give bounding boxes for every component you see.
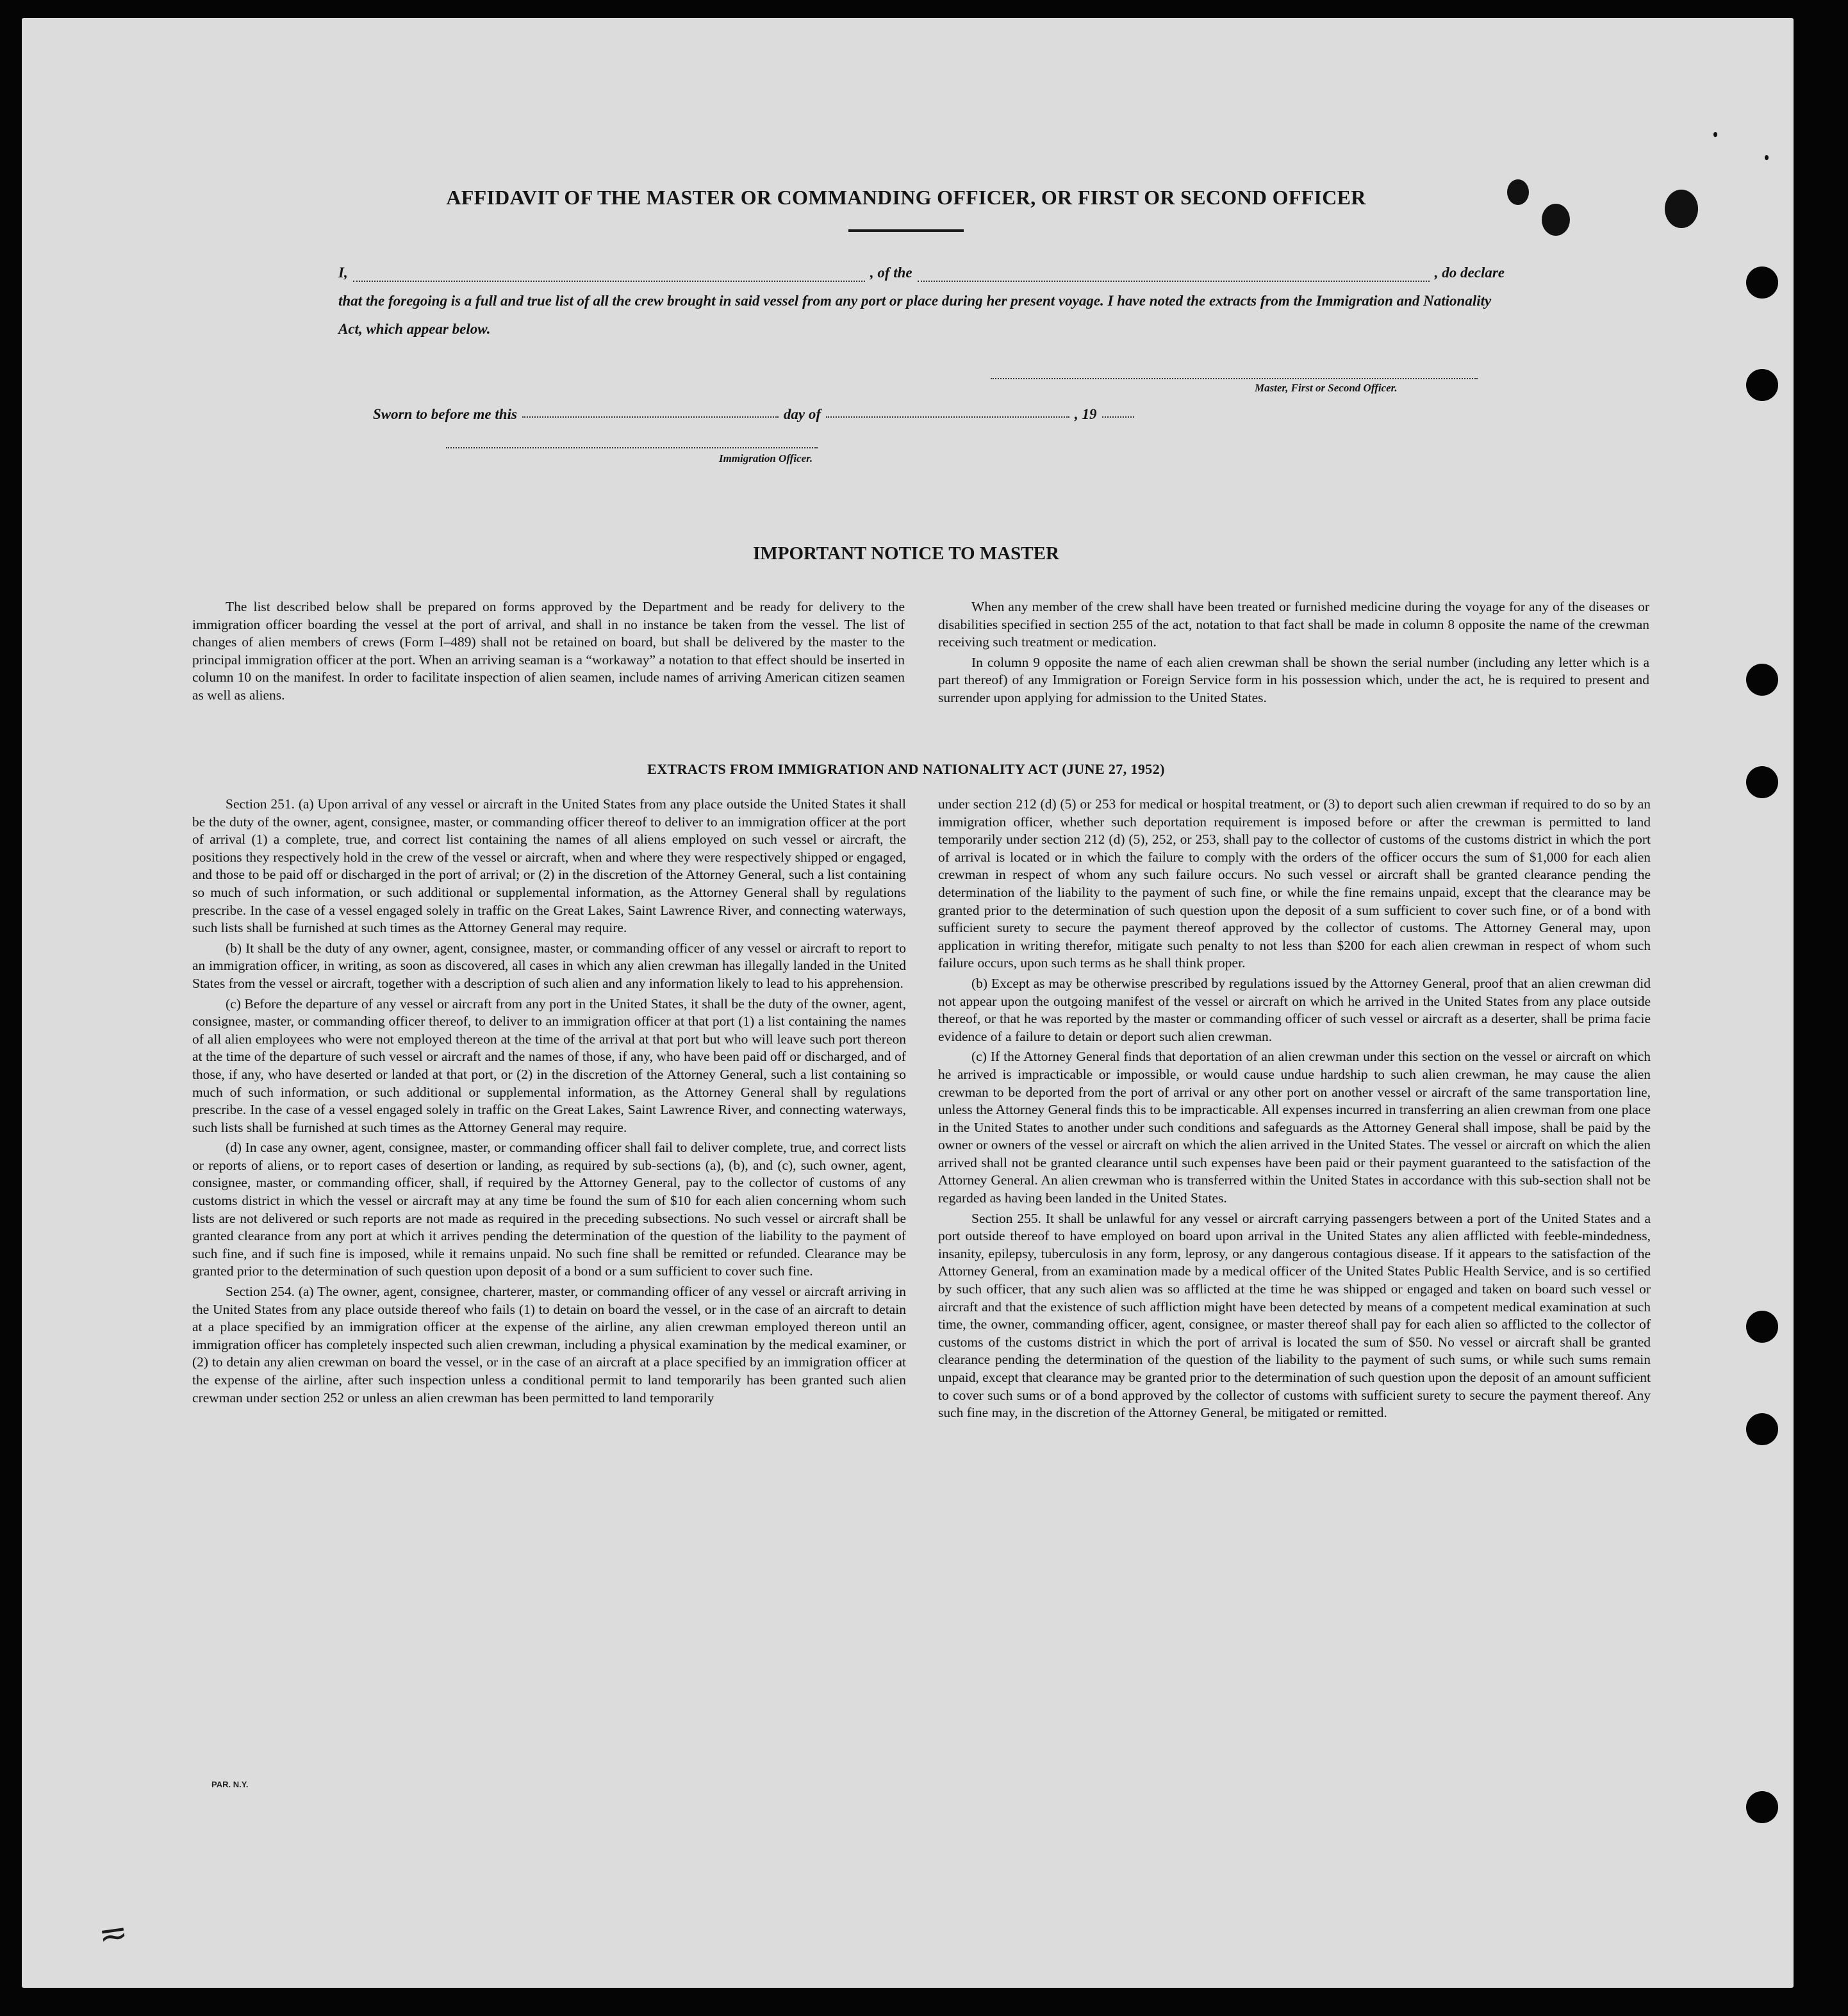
- ink-blot: [1665, 190, 1698, 228]
- statute-paragraph: (b) It shall be the duty of any owner, agent, consignee, master, or commanding officer of any vessel or aircraft to report to an immigration officer, in writing, as soon as discovered, all cases in which any alien crewman has illegally landed in the United States from the vessel or aircraft, together with a description of such alien and any information likely to lead to his apprehension.: [192, 940, 906, 991]
- day-blank: [522, 402, 779, 418]
- declarant-prefix: I,: [338, 265, 348, 281]
- ink-speck: [1765, 155, 1769, 160]
- ink-speck: [1713, 132, 1717, 137]
- extracts-title: EXTRACTS FROM IMMIGRATION AND NATIONALITY ACT (JUNE 27, 1952): [647, 761, 1165, 777]
- statute-paragraph: (d) In case any owner, agent, consignee, master, or commanding officer shall fail to deliver complete, true, and correct lists or reports of aliens, or to report cases of desertion or landing, as required by sub-sections (a), (b), and (c), such owner, agent, consignee, master, or commanding officer, shall, if required by the Attorney General, pay to the collector of customs of any customs district in which the vessel or aircraft may at any time be found the sum of $10 for each alien concerning whom such lists are not delivered or such reports are not made as required in the preceding subsections. No such vessel or aircraft shall be granted clearance from any port at which it arrives pending the determination of the question of the liability to the payment of such fine, and if such fine is imposed, while it remains unpaid. No such fine shall be remitted or refunded. Clearance may be granted prior to the determination of such question upon deposit of a bond or a sum sufficient to cover such fine.: [192, 1140, 906, 1279]
- notice-paragraph: In column 9 opposite the name of each alien crewman shall be shown the serial number (including any letter which is a part thereof) of any Immigration or Foreign Service form in his possession which, under the act, he is required to present and surrender upon applying for admission to the United States.: [938, 654, 1649, 705]
- sworn-prefix: Sworn to before me this: [373, 406, 517, 422]
- statute-paragraph: (c) If the Attorney General finds that deportation of an alien crewman under this section on the vessel or aircraft on which he arrived is impracticable or impossible, or would cause undue hardship to such alien crewman, he may cause the alien crewman to be deported from the port of arrival or any other port on another vessel or aircraft of the same transportation line, unless the Attorney General finds this to be impracticable. All expenses incurred in transferring an alien crewman from one place in the United States to another under such conditions and safeguards as the Attorney General shall impose, shall be paid by the owner or owners of the vessel or aircraft on which the alien arrived in the United States. The vessel or aircraft on which the alien arrived shall not be granted clearance until such expenses have been paid or their payment guaranteed to the satisfaction of the Attorney General. An alien crewman who is transferred within the United States in accordance with this sub-section shall not be regarded as having been landed in the United States.: [938, 1049, 1651, 1206]
- statute-paragraph: (c) Before the departure of any vessel or aircraft from any port in the United States, it shall be the duty of the owner, agent, consignee, master, or commanding officer thereof, to deliver to an immigration officer at that port (1) a list containing the names of all alien employees who were not employed thereon at the time of the arrival at that port but who will leave such port thereon at the time of the departure of such vessel or aircraft and the names of those, if any, who have been paid off or discharged, and of those, if any, who have deserted or landed at that port, or (2) in the discretion of the Attorney General, such a list containing so much of such information, or such additional or supplemental information, as the Attorney General shall by regulations prescribe. In the case of a vessel engaged solely in traffic on the Great Lakes, Saint Lawrence River, and connecting waterways, such lists shall be furnished at such times as the Attorney General may require.: [192, 996, 906, 1135]
- ink-blot: [1507, 179, 1529, 205]
- notice-paragraph: When any member of the crew shall have been treated or furnished medicine during the voyage for any of the diseases or disabilities specified in section 255 of the act, notation to that fact shall be made in column 8 opposite the name of the crewman receiving such treatment or medication.: [938, 599, 1649, 650]
- statute-paragraph: Section 251. (a) Upon arrival of any vessel or aircraft in the United States from any place outside the United States it shall be the duty of the owner, agent, consignee, master, or commanding officer thereof to deliver to an immigration officer at the port of arrival (1) a complete, true, and correct list containing the names of all aliens employed on such vessel or aircraft, the positions they respectively hold in the crew of the vessel or aircraft, when and where they were respectively shipped or engaged, and those to be paid off or discharged in the port of arrival; or (2) in the discretion of the Attorney General, such a list containing so much of such information, or such additional or supplemental information, as the Attorney General shall by regulations prescribe. In the case of a vessel engaged solely in traffic on the Great Lakes, Saint Lawrence River, and connecting waterways, such lists shall be furnished at such times as the Attorney General may require.: [192, 796, 906, 936]
- master-signature-label: Master, First or Second Officer.: [1255, 382, 1398, 394]
- ink-blot: [1542, 204, 1570, 236]
- punch-hole: [1746, 664, 1778, 696]
- officer-signature-line: [446, 447, 818, 448]
- notice-right-column: [938, 598, 1649, 710]
- title-underline: [848, 229, 964, 232]
- declaration-block: [338, 259, 1505, 343]
- document-sheet: [22, 18, 1794, 1988]
- punch-hole: [1746, 369, 1778, 401]
- sworn-line: [373, 402, 1257, 423]
- vessel-prefix: , of the: [870, 265, 912, 281]
- year-blank: [1102, 402, 1134, 418]
- punch-hole: [1746, 266, 1778, 299]
- declare-suffix: , do declare: [1434, 265, 1505, 281]
- notice-paragraph: The list described below shall be prepared on forms approved by the Department and be ready for delivery to the immigration officer boarding the vessel at the port of arrival, and shall in no instance be taken from the vessel. The list of changes of alien members of crews (Form I–489) shall not be retained on board, but shall be delivered by the master to the principal immigration officer at the port. When an arriving seaman is a “workaway” a notation to that effect should be inserted in column 10 on the manifest. In order to facilitate inspection of alien seamen, include names of arriving American citizen seamen as well as aliens.: [192, 599, 905, 703]
- statute-paragraph: (b) Except as may be otherwise prescribed by regulations issued by the Attorney General, proof that an alien crewman did not appear upon the outgoing manifest of the vessel or aircraft on which he arrived in the United States from any place outside thereof, or that he was reported by the master or commanding officer of such vessel or aircraft as a deserter, shall be prima facie evidence of a failure to detain or deport such alien crewman.: [938, 975, 1651, 1044]
- notice-title: IMPORTANT NOTICE TO MASTER: [753, 543, 1059, 564]
- printer-mark: PAR. N.Y.: [211, 1780, 249, 1789]
- master-signature-line: [991, 378, 1478, 379]
- declaration-line: [338, 259, 1505, 287]
- notice-left-column: [192, 598, 905, 707]
- day-of-label: day of: [783, 406, 821, 422]
- extracts-right-column: [938, 796, 1651, 1425]
- extracts-left-column: [192, 796, 906, 1409]
- declarant-name-blank: [353, 266, 865, 282]
- affidavit-title: AFFIDAVIT OF THE MASTER OR COMMANDING OFFICER, OR FIRST OR SECOND OFFICER: [446, 186, 1366, 209]
- declaration-text: that the foregoing is a full and true list of all the crew brought in said vessel from any port or place during her present voyage. I have noted the extracts from the Immigration and Nationality Act, which appear below.: [338, 293, 1492, 337]
- handwritten-mark: ≂: [96, 1912, 131, 1955]
- punch-hole: [1746, 766, 1778, 798]
- punch-hole: [1746, 1791, 1778, 1823]
- vessel-name-blank: [918, 266, 1430, 282]
- statute-paragraph: under section 212 (d) (5) or 253 for medical or hospital treatment, or (3) to deport such alien crewman if required to do so by an immigration officer, whether such deportation requirement is imposed before or after the crewman is permitted to land temporarily under section 212 (d) (5), 252, or 253, shall pay to the collector of customs of the customs district in which the port of arrival is located or in which the failure to comply with the orders of the officer occurs the sum of $1,000 for each alien crewman in respect of whom any such failure occurs. No such vessel or aircraft shall be granted clearance pending the determination of the liability to the payment of such fine, or while the fine remains unpaid, except that the clearance may be granted prior to the determination of such question upon the deposit of a sum sufficient to cover such fine, or of a bond with sufficient surety to secure the payment thereof approved by the collector of customs. The Attorney General may, upon application in writing therefor, mitigate such penalty to not less than $200 for each alien crewman in respect of whom such failure occurs, upon such terms as he shall think proper.: [938, 796, 1651, 971]
- month-blank: [826, 402, 1069, 418]
- statute-paragraph: Section 255. It shall be unlawful for any vessel or aircraft carrying passengers between a port of the United States and a port outside thereof to have employed on board upon arrival in the United States any alien afflicted with feeble-mindedness, insanity, epilepsy, tuberculosis in any form, leprosy, or any dangerous contagious disease. If it appears to the satisfaction of the Attorney General, from an examination made by a medical officer of the United States Public Health Service, and is so certified by such officer, that any such alien was so afflicted at the time he was shipped or engaged and taken on board such vessel or aircraft and that the existence of such affliction might have been detected by means of a competent medical examination at such time, the owner, commanding officer, agent, consignee, or master thereof shall pay for each alien so afflicted to the collector of customs of the customs district in which the port of arrival is located the sum of $50. No vessel or aircraft shall be granted clearance pending the determination of the question of the liability to the payment of such sums, or while such sums remain unpaid, except that clearance may be granted prior to the determination of such question upon the deposit of an amount sufficient to cover such sums or of a bond approved by the collector of customs with sufficient surety to secure the payment thereof. Any such fine may, in the discretion of the Attorney General, be mitigated or remitted.: [938, 1210, 1651, 1421]
- officer-signature-label: Immigration Officer.: [719, 452, 813, 464]
- statute-paragraph: Section 254. (a) The owner, agent, consignee, charterer, master, or commanding officer of any vessel or aircraft arriving in the United States from any place outside thereof who fails (1) to detain on board the vessel, or in the case of an aircraft to detain at a place specified by an immigration officer at the expense of the airline, any alien crewman employed thereon until an immigration officer has completely inspected such alien crewman, including a physical examination by the medical examiner, or (2) to detain any alien crewman on board the vessel, or in the case of an aircraft at a place specified by an immigration officer at the expense of the airline, after such inspection unless a conditional permit to land temporarily has been granted such alien crewman under section 252 or unless an alien crewman has been permitted to land temporarily: [192, 1284, 906, 1405]
- year-prefix: , 19: [1075, 406, 1097, 422]
- punch-hole: [1746, 1413, 1778, 1445]
- punch-hole: [1746, 1311, 1778, 1343]
